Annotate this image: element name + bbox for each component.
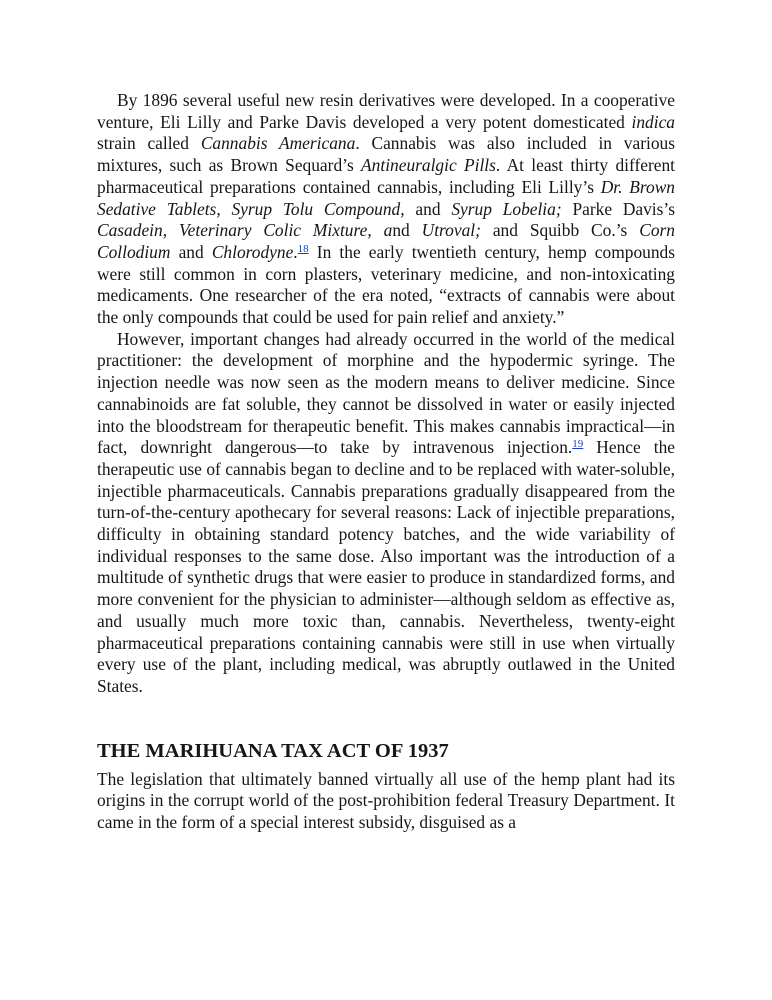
text-run: Hence the therapeutic use of cannabis began to decline and to be replaced with water-soluble, injectible pharmaceuticals. Cannabis preparations gradually disappeared from the turn-of-the-century apothecary for several reasons: Lack of injectible preparations, difficulty in obtaining standard potency batches, and the wide variability of individual responses to the same dose. Also important was the introduction of a multitude of synthetic drugs that were easier to produce in standardized forms, and more convenient for the physician to administer—although seldom as effective as, and usually much more toxic than, cannabis. Nevertheless, twenty-eight pharmaceutical preparations containing cannabis were still in use when virtually every use of the plant, including medical, was abruptly outlawed in the United States. [97,437,675,696]
italic-term: Antineuralgic Pills [361,155,496,176]
footnote-link-19[interactable]: 19 [572,438,584,451]
section-heading: THE MARIHUANA TAX ACT OF 1937 [97,739,449,762]
text-run: By 1896 several useful new resin derivatives were developed. In a cooperative venture, Eli Lilly and Parke Davis developed a very potent domesticated [97,90,675,132]
text-run: . At least thirty different pharmaceutical preparations contained cannabis, including Eli Lilly’s [97,155,675,197]
text-run: In the early twentieth century, hemp compounds were still common in corn plasters, veterinary medicine, and non-intoxicating medicaments. One researcher of the era noted, “extracts of cannabis were about the only compounds that could be used for pain relief and anxiety.” [97,241,675,328]
footnote-ref-18 [298,243,309,255]
footnote-ref-19 [572,438,583,450]
document-page [97,90,675,834]
italic-term: Dr. Brown Sedative Tablets, Syrup Tolu Compound, [97,176,675,219]
text-run: Parke Davis’s [561,198,676,219]
text-run: and [170,241,212,262]
text-run: However, important changes had already occurred in the world of the medical practitioner: the development of morphine and the hypodermic syringe. The injection needle was now seen as the modern means to deliver medicine. Since cannabinoids are fat soluble, they cannot be dissolved in water or easily injected into the bloodstream for therapeutic benefit. This makes cannabis impractical—in fact, downright dangerous—to take by intravenous injection. [97,328,675,458]
italic-term: Cannabis Americana [200,133,356,154]
italic-term: Casadein, Veterinary Colic Mixture, a [97,220,393,241]
text-run: and Squibb Co.’s [480,220,640,241]
italic-term: Syrup Lobelia; [451,198,562,219]
text-run: strain called [97,133,201,154]
section-paragraph: The legislation that ultimately banned virtually all use of the hemp plant had its origins in the corrupt world of the post-prohibition federal Treasury Department. It came in the form of a special interest subsidy, disguised as a [97,768,675,833]
text-run: . Cannabis was also included in various mixtures, such as Brown Sequard’s [97,133,675,176]
italic-term: Corn Collodium [97,220,675,262]
italic-term: indica [631,111,675,132]
text-run: . [293,241,298,262]
body-paragraph-1 [97,90,675,329]
body-paragraph-2 [97,329,675,698]
text-run: nd [392,220,422,241]
italic-term: Chlorodyne [211,241,294,262]
footnote-link-18[interactable]: 18 [297,242,309,255]
italic-term: Utroval; [421,220,481,241]
text-run: and [404,198,452,219]
